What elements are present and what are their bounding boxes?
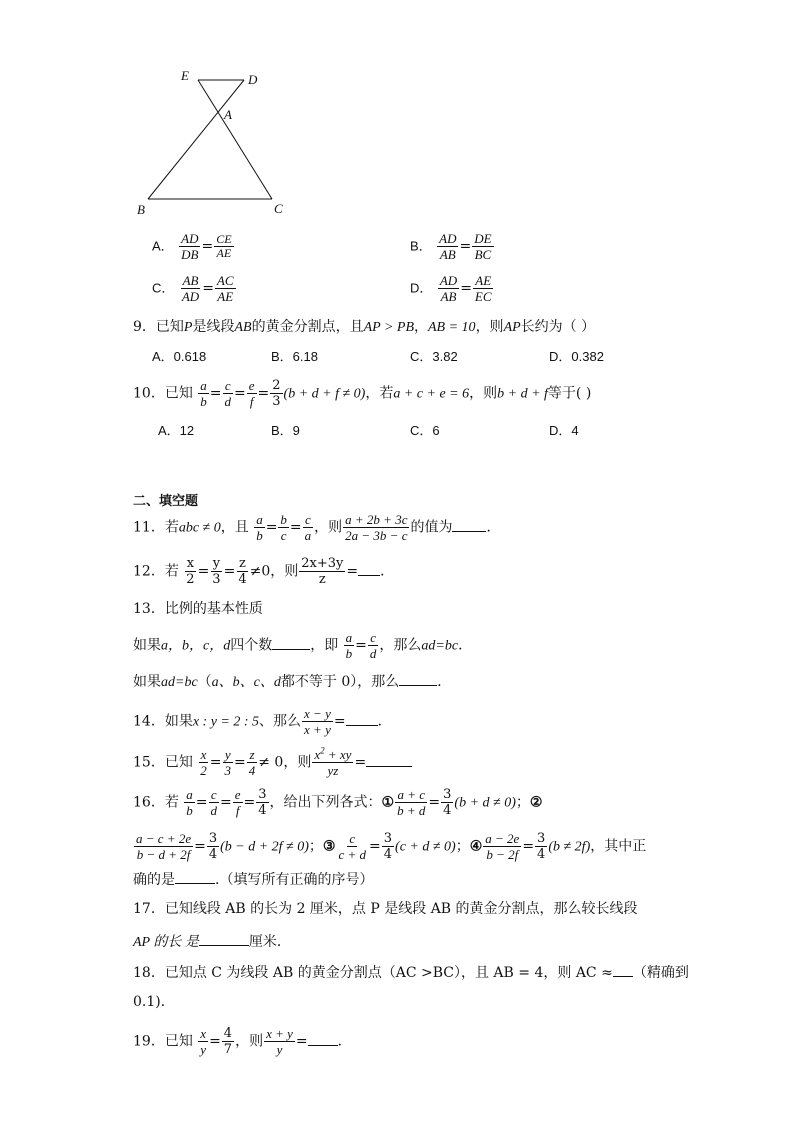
question-13-line2: 如果ad=bc（a、b、c、d都不等于 0），那么 ． [133, 671, 451, 692]
question-13-line1: 如果a，b，c，d四个数 ，即 $\frac{a}{b}$ = $\frac{c}{d}$ ，那么ad=bc． [133, 630, 473, 661]
label-D: D [248, 72, 258, 87]
q9-option-d[interactable]: D．0.382 [549, 349, 604, 364]
label-A: A [224, 107, 232, 122]
question-18-line1: 18．已知点 C 为线段 AB 的黄金分割点（AC >BC），且 AB = 4，则 AC ≈ （精确到 [133, 962, 689, 982]
section-title-fill-in: 二、填空题 [133, 493, 199, 508]
question-10: 10．已知 $\frac{a}{b}$ = $\frac{c}{d}$ = $\frac{e}{f}$ = $\frac{2}{3}$ (b + d + f ≠ 0)，若a + c + e = 6，则b + d + f等于( ) [133, 378, 592, 409]
question-16-line2: $\frac{a - c + 2e}{b - d + 2f}$ = $\frac{3}{4}$ (b − d + 2f ≠ 0)；③ $\frac{c}{c + d}$ = $\frac{3}{4}$ (c + d ≠ 0)；④ $\frac{a - 2e}{b - 2f}$ = $\frac{3}{4}$ (b ≠ 2f)，其中正 [136, 831, 647, 862]
question-19: 19．已知 $\frac{x}{y}$ = $\frac{4}{7}$ ，则 $\frac{x + y}{y}$ = ． [133, 1026, 352, 1057]
segment-DB [148, 80, 244, 199]
q16-answer-blank[interactable] [175, 869, 215, 884]
question-17-line1: 17．已知线段 AB 的长为 2 厘米，点 P 是线段 AB 的黄金分割点，那么较长线段 [133, 901, 638, 917]
question-18-line2: 0.1)． [133, 994, 175, 1010]
q14-answer-blank[interactable] [346, 711, 378, 726]
q19-answer-blank[interactable] [308, 1031, 338, 1046]
q13-answer-blank-2[interactable] [399, 671, 437, 686]
question-16-line3: 确的是 .（填写所有正确的序号） [133, 869, 373, 889]
q8-option-a[interactable]: A． $\frac{AD}{DB}$ = $\frac{CE}{AE}$ [152, 231, 232, 262]
question-17-line2: AP 的长 是 厘米． [133, 931, 291, 952]
segment-EC [198, 80, 272, 199]
question-12: 12．若 $\frac{x}{2}$ = $\frac{y}{3}$ = $\frac{z}{4}$ ≠0，则 $\frac{2x+3y}{z}$ = ． [133, 556, 395, 587]
q11-answer-blank[interactable] [452, 517, 486, 532]
q10-option-c[interactable]: C．6 [410, 423, 440, 438]
question-9: 9．已知P是线段AB的黄金分割点，且AP > PB，AB = 10，则AP长约为（ ） [133, 319, 596, 335]
label-C: C [274, 201, 283, 216]
q18-answer-blank[interactable] [613, 962, 633, 977]
q9-option-c[interactable]: C．3.82 [410, 349, 458, 364]
q8-option-c[interactable]: C． $\frac{AB}{AD}$ = $\frac{AC}{AE}$ [152, 273, 234, 304]
q10-option-d[interactable]: D．4 [549, 423, 579, 438]
question-16-line1: 16．若 $\frac{a}{b}$ = $\frac{c}{d}$ = $\frac{e}{f}$ = $\frac{3}{4}$ ，给出下列各式：① $\frac{a + c}{b + d}$ = $\frac{3}{4}$ (b + d ≠ 0)；② [133, 787, 543, 818]
label-E: E [181, 68, 189, 83]
question-11: 11．若abc ≠ 0，且 $\frac{a}{b}$ = $\frac{b}{c}$ = $\frac{c}{a}$ ，则 $\frac{a + 2b + 3c}{2a - 3b - c}$ 的值为 ． [133, 512, 501, 543]
q8-option-b[interactable]: B． $\frac{AD}{AB}$ = $\frac{DE}{BC}$ [410, 231, 492, 262]
triangle-figure [130, 64, 300, 224]
q17-answer-blank[interactable] [199, 931, 249, 946]
q10-option-a[interactable]: A．12 [158, 423, 195, 438]
question-15: 15．已知 $\frac{x}{2}$ = $\frac{y}{3}$ = $\frac{z}{4}$ ≠ 0，则 $\frac{x^2 + xy}{yz}$ = [133, 747, 412, 778]
q9-option-a[interactable]: A．0.618 [152, 349, 207, 364]
question-14: 14．如果x : y = 2 : 5、那么 $\frac{x - y}{x + y}$ = ． [133, 706, 392, 737]
q13-answer-blank-1[interactable] [272, 635, 310, 650]
q8-option-d[interactable]: D． $\frac{AD}{AB}$ = $\frac{AE}{EC}$ [410, 273, 492, 304]
q10-option-b[interactable]: B．9 [271, 423, 300, 438]
question-13-title: 13．比例的基本性质 [133, 601, 263, 617]
label-B: B [137, 202, 145, 217]
q12-answer-blank[interactable] [358, 561, 380, 576]
q15-answer-blank[interactable] [366, 752, 412, 767]
q9-option-b[interactable]: B．6.18 [271, 349, 318, 364]
